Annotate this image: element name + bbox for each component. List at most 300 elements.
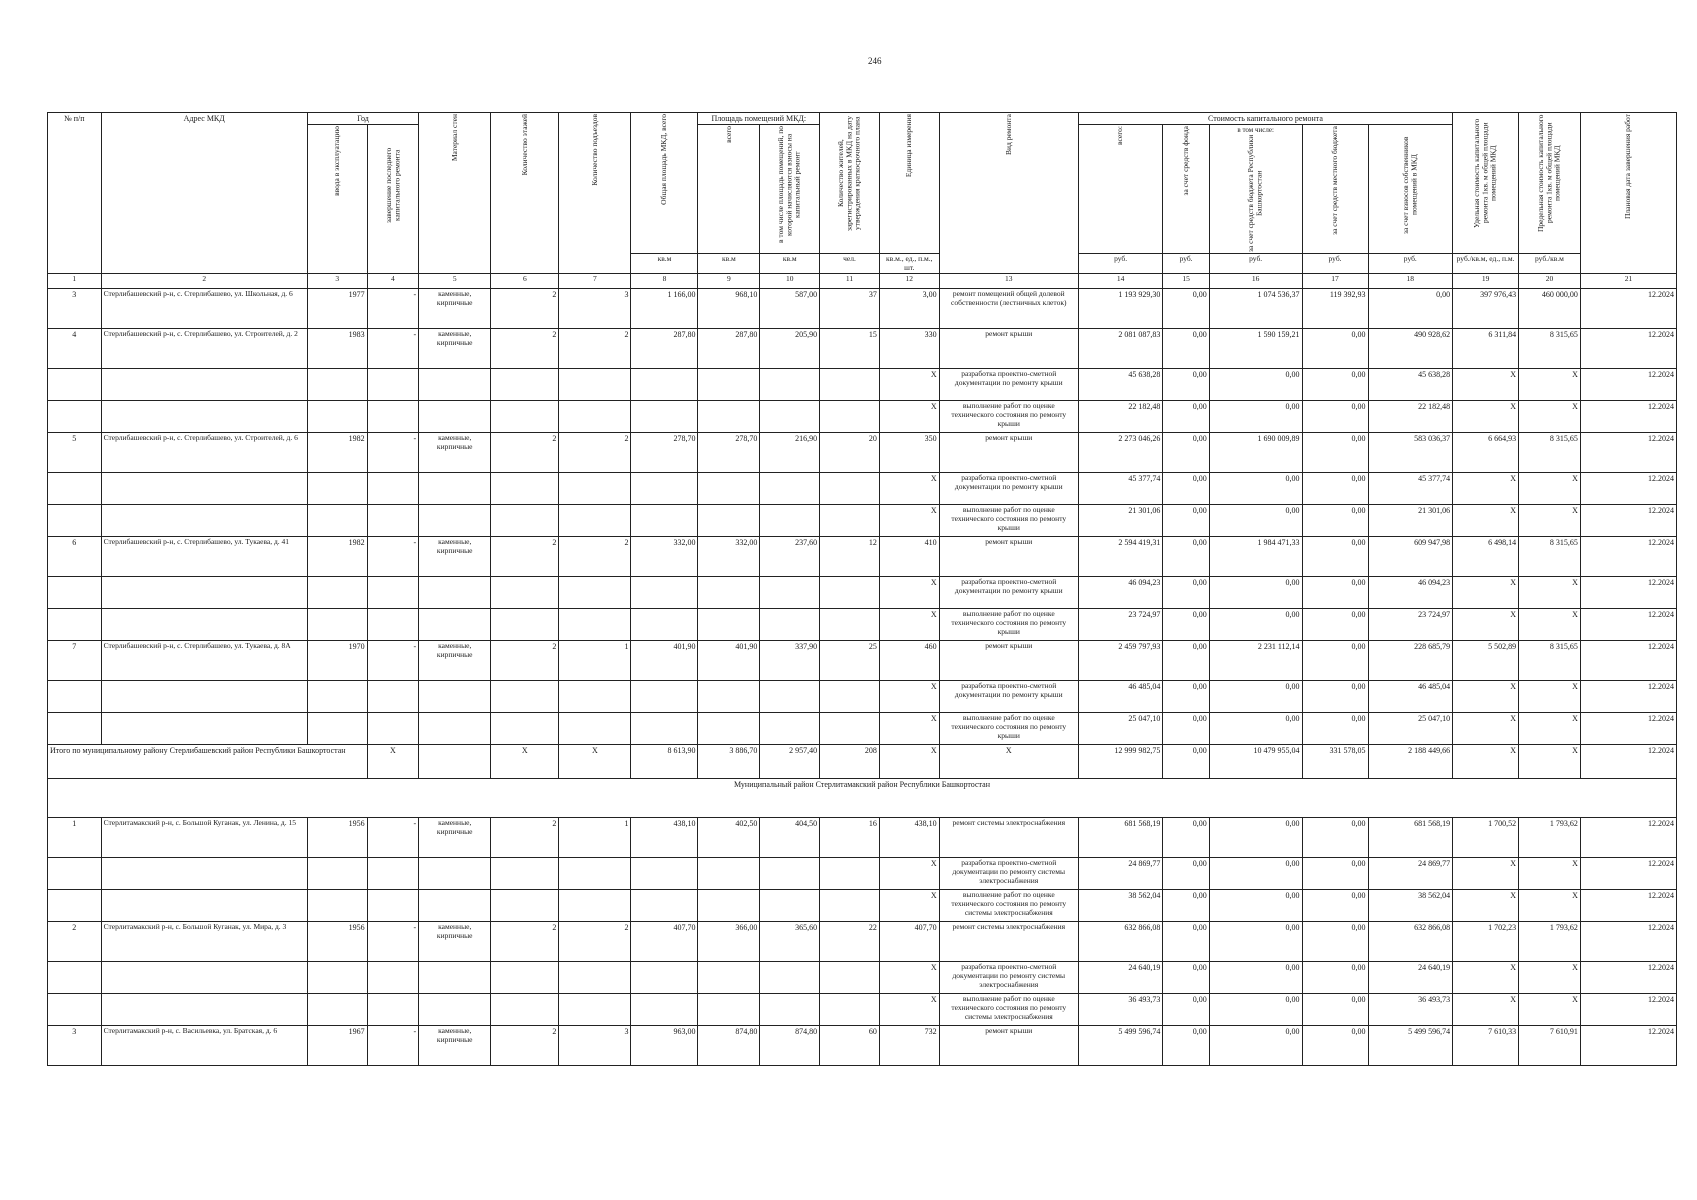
cell-num bbox=[48, 369, 102, 401]
cell-fund: 0,00 bbox=[1163, 609, 1209, 641]
cell-floors bbox=[491, 505, 559, 537]
cell-material bbox=[419, 369, 491, 401]
column-number: 9 bbox=[698, 274, 760, 289]
cell-entr: 2 bbox=[559, 537, 631, 577]
cell-material bbox=[419, 713, 491, 745]
cell-rep: 0,00 bbox=[1209, 473, 1302, 505]
cell-mc: 460 000,00 bbox=[1519, 289, 1581, 329]
cell-rep: 0,00 bbox=[1209, 609, 1302, 641]
cell-num bbox=[48, 994, 102, 1026]
column-number: 15 bbox=[1163, 274, 1209, 289]
cell-rep: 0,00 bbox=[1209, 962, 1302, 994]
cell-loc: 0,00 bbox=[1302, 369, 1368, 401]
cell-floors bbox=[491, 473, 559, 505]
unit-cell: чел. bbox=[820, 254, 880, 274]
header-cost-owners: за счет взносов собственников помещений в МКД bbox=[1368, 125, 1453, 254]
total-row bbox=[48, 745, 1677, 779]
cell-material: каменные, кирпичные bbox=[419, 641, 491, 681]
column-number: 19 bbox=[1453, 274, 1519, 289]
total-deadline: 12.2024 bbox=[1580, 745, 1676, 779]
cell-material: каменные, кирпичные bbox=[419, 289, 491, 329]
cell-rep: 0,00 bbox=[1209, 505, 1302, 537]
page-number: 246 bbox=[868, 56, 882, 66]
cell-date: 12.2024 bbox=[1580, 858, 1676, 890]
total-owners: 2 188 449,66 bbox=[1368, 745, 1453, 779]
cell-mc: X bbox=[1519, 369, 1581, 401]
cell-year: 1970 bbox=[307, 641, 367, 681]
cell-date: 12.2024 bbox=[1580, 922, 1676, 962]
cell-address bbox=[101, 962, 307, 994]
table-row bbox=[48, 858, 1677, 890]
cell-mc: 8 315,65 bbox=[1519, 641, 1581, 681]
unit-cell: кв.м., ед., п.м., шт. bbox=[879, 254, 939, 274]
cell-date: 12.2024 bbox=[1580, 962, 1676, 994]
cell-date: 12.2024 bbox=[1580, 713, 1676, 745]
cell-work: выполнение работ по оценке технического состояния по ремонту крыши bbox=[939, 713, 1078, 745]
total-fund: 0,00 bbox=[1163, 745, 1209, 779]
cell-fee bbox=[760, 609, 820, 641]
cell-res: 37 bbox=[820, 289, 880, 329]
cell-year: 1956 bbox=[307, 922, 367, 962]
cell-last bbox=[367, 369, 419, 401]
cell-material bbox=[419, 473, 491, 505]
cell-last: - bbox=[367, 641, 419, 681]
cell-prem bbox=[698, 713, 760, 745]
header-year-group: Год bbox=[307, 113, 418, 125]
cell-material: каменные, кирпичные bbox=[419, 922, 491, 962]
section-sterlibash bbox=[48, 289, 1677, 745]
cell-own: 22 182,48 bbox=[1368, 401, 1453, 433]
cell-work: разработка проектно-сметной документации по ремонту крыши bbox=[939, 577, 1078, 609]
cell-fund: 0,00 bbox=[1163, 401, 1209, 433]
cell-fee bbox=[760, 994, 820, 1026]
cell-fee bbox=[760, 858, 820, 890]
cell-fund: 0,00 bbox=[1163, 369, 1209, 401]
cell-rep: 2 231 112,14 bbox=[1209, 641, 1302, 681]
cell-year bbox=[307, 890, 367, 922]
cell-fee: 365,60 bbox=[760, 922, 820, 962]
cell-fund: 0,00 bbox=[1163, 818, 1209, 858]
column-number: 5 bbox=[419, 274, 491, 289]
cell-qty: X bbox=[879, 713, 939, 745]
cell-qty: 407,70 bbox=[879, 922, 939, 962]
cell-address: Стерлибашевский р-н, с. Стерлибашево, ул. Строителей, д. 2 bbox=[101, 329, 307, 369]
cell-material: каменные, кирпичные bbox=[419, 537, 491, 577]
cell-total: 632 866,08 bbox=[1078, 922, 1163, 962]
cell-year bbox=[307, 713, 367, 745]
cell-work: ремонт помещений общей долевой собственности (лестничных клеток) bbox=[939, 289, 1078, 329]
cell-num bbox=[48, 505, 102, 537]
cell-qty: X bbox=[879, 473, 939, 505]
cell-work: разработка проектно-сметной документации по ремонту крыши bbox=[939, 473, 1078, 505]
cell-res: 60 bbox=[820, 1026, 880, 1066]
cell-total: 24 869,77 bbox=[1078, 858, 1163, 890]
cell-mc: X bbox=[1519, 609, 1581, 641]
cell-floors bbox=[491, 858, 559, 890]
cell-date: 12.2024 bbox=[1580, 641, 1676, 681]
cell-fund: 0,00 bbox=[1163, 922, 1209, 962]
cell-date: 12.2024 bbox=[1580, 1026, 1676, 1066]
cell-last: - bbox=[367, 922, 419, 962]
cell-floors: 2 bbox=[491, 818, 559, 858]
cell-entr: 1 bbox=[559, 641, 631, 681]
header-row bbox=[48, 113, 1677, 125]
cell-loc: 0,00 bbox=[1302, 922, 1368, 962]
cell-qty: X bbox=[879, 962, 939, 994]
column-number: 11 bbox=[820, 274, 880, 289]
column-number: 2 bbox=[101, 274, 307, 289]
cell-res bbox=[820, 681, 880, 713]
cell-date: 12.2024 bbox=[1580, 505, 1676, 537]
cell-work: выполнение работ по оценке технического состояния по ремонту крыши bbox=[939, 505, 1078, 537]
cell-rep: 0,00 bbox=[1209, 681, 1302, 713]
cell-floors bbox=[491, 713, 559, 745]
cell-loc: 0,00 bbox=[1302, 433, 1368, 473]
cell-own: 25 047,10 bbox=[1368, 713, 1453, 745]
cell-own: 681 568,19 bbox=[1368, 818, 1453, 858]
cell-fee bbox=[760, 577, 820, 609]
header-num: № п/п bbox=[48, 113, 102, 274]
table-row bbox=[48, 818, 1677, 858]
header-year-last-repair: завершение последнего капитального ремонта bbox=[367, 125, 419, 274]
cell-date: 12.2024 bbox=[1580, 289, 1676, 329]
cell-address: Стерлибашевский р-н, с. Стерлибашево, ул. Тукаева, д. 8А bbox=[101, 641, 307, 681]
cell-res: 15 bbox=[820, 329, 880, 369]
cell-uc: 6 311,84 bbox=[1453, 329, 1519, 369]
cell-rep: 1 590 159,21 bbox=[1209, 329, 1302, 369]
cell-fee bbox=[760, 962, 820, 994]
total-qty: X bbox=[879, 745, 939, 779]
unit-cell: руб./кв.м, ед., п.м. bbox=[1453, 254, 1519, 274]
cell-loc: 0,00 bbox=[1302, 994, 1368, 1026]
cell-area bbox=[631, 681, 698, 713]
cell-last: - bbox=[367, 329, 419, 369]
cell-prem bbox=[698, 577, 760, 609]
cell-uc: 5 502,89 bbox=[1453, 641, 1519, 681]
cell-date: 12.2024 bbox=[1580, 329, 1676, 369]
cell-date: 12.2024 bbox=[1580, 577, 1676, 609]
cell-address bbox=[101, 858, 307, 890]
cell-entr bbox=[559, 713, 631, 745]
header-address: Адрес МКД bbox=[101, 113, 307, 274]
column-number: 7 bbox=[559, 274, 631, 289]
cell-fee bbox=[760, 505, 820, 537]
cell-rep: 0,00 bbox=[1209, 1026, 1302, 1066]
cell-total: 22 182,48 bbox=[1078, 401, 1163, 433]
cell-entr bbox=[559, 473, 631, 505]
cell-mc: 1 793,62 bbox=[1519, 818, 1581, 858]
cell-own: 38 562,04 bbox=[1368, 890, 1453, 922]
cell-fee: 587,00 bbox=[760, 289, 820, 329]
cell-mc: X bbox=[1519, 994, 1581, 1026]
cell-own: 609 947,98 bbox=[1368, 537, 1453, 577]
cell-num bbox=[48, 577, 102, 609]
column-number: 16 bbox=[1209, 274, 1302, 289]
cell-area bbox=[631, 609, 698, 641]
cell-prem bbox=[698, 369, 760, 401]
cell-total: 36 493,73 bbox=[1078, 994, 1163, 1026]
cell-rep: 0,00 bbox=[1209, 858, 1302, 890]
cell-address bbox=[101, 994, 307, 1026]
cell-address: Стерлитамакский р-н, с. Большой Куганак, ул. Ленина, д. 15 bbox=[101, 818, 307, 858]
unit-cell: руб. bbox=[1209, 254, 1302, 274]
cell-entr bbox=[559, 681, 631, 713]
cell-uc: X bbox=[1453, 369, 1519, 401]
cell-area bbox=[631, 401, 698, 433]
cell-prem bbox=[698, 401, 760, 433]
cell-uc: X bbox=[1453, 577, 1519, 609]
cell-loc: 0,00 bbox=[1302, 713, 1368, 745]
cell-floors: 2 bbox=[491, 433, 559, 473]
total-unit-cost: X bbox=[1453, 745, 1519, 779]
cell-mc: X bbox=[1519, 858, 1581, 890]
cell-rep: 0,00 bbox=[1209, 401, 1302, 433]
cell-qty: X bbox=[879, 858, 939, 890]
table-row bbox=[48, 369, 1677, 401]
cell-area: 407,70 bbox=[631, 922, 698, 962]
total-label: Итого по муниципальному району Стерлибашевский район Республики Башкортостан bbox=[48, 745, 368, 779]
table-row bbox=[48, 473, 1677, 505]
cell-prem bbox=[698, 858, 760, 890]
table-row bbox=[48, 433, 1677, 473]
cell-num: 4 bbox=[48, 329, 102, 369]
cell-address bbox=[101, 369, 307, 401]
cell-material bbox=[419, 505, 491, 537]
cell-address: Стерлибашевский р-н, с. Стерлибашево, ул. Тукаева, д. 41 bbox=[101, 537, 307, 577]
cell-loc: 0,00 bbox=[1302, 505, 1368, 537]
cell-res bbox=[820, 713, 880, 745]
header-cost-fund: за счет средств фонда bbox=[1163, 125, 1209, 254]
cell-fund: 0,00 bbox=[1163, 641, 1209, 681]
cell-rep: 0,00 bbox=[1209, 994, 1302, 1026]
cell-entr bbox=[559, 994, 631, 1026]
cell-mc: X bbox=[1519, 890, 1581, 922]
cell-year: 1982 bbox=[307, 537, 367, 577]
cell-area bbox=[631, 994, 698, 1026]
cell-loc: 0,00 bbox=[1302, 681, 1368, 713]
header-work-type: Вид ремонта bbox=[939, 113, 1078, 274]
cell-material bbox=[419, 890, 491, 922]
cell-loc: 0,00 bbox=[1302, 1026, 1368, 1066]
cell-fund: 0,00 bbox=[1163, 537, 1209, 577]
cell-own: 45 638,28 bbox=[1368, 369, 1453, 401]
cell-uc: X bbox=[1453, 890, 1519, 922]
cell-res bbox=[820, 994, 880, 1026]
cell-res: 16 bbox=[820, 818, 880, 858]
cell-num: 1 bbox=[48, 818, 102, 858]
header-floors: Количество этажей bbox=[491, 113, 559, 274]
cell-fund: 0,00 bbox=[1163, 713, 1209, 745]
cell-work: выполнение работ по оценке технического состояния по ремонту системы электроснабжения bbox=[939, 994, 1078, 1026]
cell-loc: 0,00 bbox=[1302, 858, 1368, 890]
cell-loc: 0,00 bbox=[1302, 537, 1368, 577]
cell-res bbox=[820, 609, 880, 641]
cell-qty: 732 bbox=[879, 1026, 939, 1066]
cell-address bbox=[101, 473, 307, 505]
cell-mc: 8 315,65 bbox=[1519, 329, 1581, 369]
cell-mc: 1 793,62 bbox=[1519, 922, 1581, 962]
cell-res: 12 bbox=[820, 537, 880, 577]
header-entrances: Количество подъездов bbox=[559, 113, 631, 274]
cell-last bbox=[367, 577, 419, 609]
cell-fee: 216,90 bbox=[760, 433, 820, 473]
cell-total: 45 638,28 bbox=[1078, 369, 1163, 401]
cell-mc: X bbox=[1519, 577, 1581, 609]
cell-address bbox=[101, 681, 307, 713]
cell-total: 2 273 046,26 bbox=[1078, 433, 1163, 473]
cell-fee bbox=[760, 401, 820, 433]
cell-prem bbox=[698, 890, 760, 922]
cell-address: Стерлибашевский р-н, с. Стерлибашево, ул. Строителей, д. 6 bbox=[101, 433, 307, 473]
cell-area: 278,70 bbox=[631, 433, 698, 473]
cell-prem: 968,10 bbox=[698, 289, 760, 329]
cell-date: 12.2024 bbox=[1580, 473, 1676, 505]
total-area: 8 613,90 bbox=[631, 745, 698, 779]
cell-uc: X bbox=[1453, 505, 1519, 537]
cell-own: 21 301,06 bbox=[1368, 505, 1453, 537]
total-republic: 10 479 955,04 bbox=[1209, 745, 1302, 779]
header-unit-cost: Удельная стоимость капитального ремонта 1кв. м общей площади помещений МКД bbox=[1453, 113, 1519, 254]
unit-cell: кв.м bbox=[698, 254, 760, 274]
cell-own: 0,00 bbox=[1368, 289, 1453, 329]
cell-total: 45 377,74 bbox=[1078, 473, 1163, 505]
total-fee-area: 2 957,40 bbox=[760, 745, 820, 779]
cell-last: - bbox=[367, 1026, 419, 1066]
cell-year bbox=[307, 681, 367, 713]
cell-last: - bbox=[367, 818, 419, 858]
cell-fund: 0,00 bbox=[1163, 890, 1209, 922]
cell-own: 5 499 596,74 bbox=[1368, 1026, 1453, 1066]
total-section bbox=[48, 745, 1677, 818]
column-number: 10 bbox=[760, 274, 820, 289]
cell-floors bbox=[491, 681, 559, 713]
cell-area bbox=[631, 577, 698, 609]
header-max-cost: Предельная стоимость капитального ремонта 1кв. м общей площади помещений МКД bbox=[1519, 113, 1581, 254]
cell-total: 24 640,19 bbox=[1078, 962, 1163, 994]
cell-fund: 0,00 bbox=[1163, 962, 1209, 994]
cell-total: 2 459 797,93 bbox=[1078, 641, 1163, 681]
cell-year bbox=[307, 473, 367, 505]
table-row bbox=[48, 681, 1677, 713]
cell-work: разработка проектно-сметной документации по ремонту крыши bbox=[939, 369, 1078, 401]
cell-fund: 0,00 bbox=[1163, 329, 1209, 369]
cell-total: 46 485,04 bbox=[1078, 681, 1163, 713]
cell-rep: 0,00 bbox=[1209, 890, 1302, 922]
cell-floors bbox=[491, 994, 559, 1026]
cell-material bbox=[419, 681, 491, 713]
total-cost: 12 999 982,75 bbox=[1078, 745, 1163, 779]
cell-prem bbox=[698, 681, 760, 713]
cell-prem: 278,70 bbox=[698, 433, 760, 473]
cell-year bbox=[307, 505, 367, 537]
cell-total: 1 193 929,30 bbox=[1078, 289, 1163, 329]
cell-num bbox=[48, 858, 102, 890]
cell-qty: 460 bbox=[879, 641, 939, 681]
cell-floors: 2 bbox=[491, 289, 559, 329]
table-row bbox=[48, 890, 1677, 922]
cell-uc: X bbox=[1453, 473, 1519, 505]
cell-year bbox=[307, 858, 367, 890]
cell-qty: X bbox=[879, 401, 939, 433]
cell-mc: X bbox=[1519, 505, 1581, 537]
cell-mc: X bbox=[1519, 962, 1581, 994]
cell-own: 36 493,73 bbox=[1368, 994, 1453, 1026]
column-number: 4 bbox=[367, 274, 419, 289]
cell-address: Стерлитамакский р-н, с. Васильевка, ул. Братская, д. 6 bbox=[101, 1026, 307, 1066]
cell-area: 332,00 bbox=[631, 537, 698, 577]
cell-res bbox=[820, 401, 880, 433]
cell-year: 1982 bbox=[307, 433, 367, 473]
cell-floors bbox=[491, 890, 559, 922]
cell-fee: 205,90 bbox=[760, 329, 820, 369]
cell-qty: X bbox=[879, 994, 939, 1026]
cell-total: 25 047,10 bbox=[1078, 713, 1163, 745]
cell-num: 5 bbox=[48, 433, 102, 473]
cell-uc: 7 610,33 bbox=[1453, 1026, 1519, 1066]
header-total-area: Общая площадь МКД, всего bbox=[631, 113, 698, 254]
cell-prem bbox=[698, 473, 760, 505]
cell-mc: 8 315,65 bbox=[1519, 537, 1581, 577]
cell-prem: 366,00 bbox=[698, 922, 760, 962]
cell-own: 23 724,97 bbox=[1368, 609, 1453, 641]
cell-mc: 8 315,65 bbox=[1519, 433, 1581, 473]
cell-entr bbox=[559, 609, 631, 641]
cell-address bbox=[101, 713, 307, 745]
cell-area bbox=[631, 962, 698, 994]
cell-qty: X bbox=[879, 890, 939, 922]
cell-floors: 2 bbox=[491, 537, 559, 577]
header-premises-group: Площадь помещений МКД: bbox=[698, 113, 820, 125]
cell-work: ремонт системы электроснабжения bbox=[939, 818, 1078, 858]
cell-work: ремонт крыши bbox=[939, 433, 1078, 473]
cell-material bbox=[419, 858, 491, 890]
cell-address bbox=[101, 890, 307, 922]
table-row bbox=[48, 537, 1677, 577]
cell-entr bbox=[559, 401, 631, 433]
cell-work: разработка проектно-сметной документации по ремонту крыши bbox=[939, 681, 1078, 713]
unit-cell: руб./кв.м bbox=[1519, 254, 1581, 274]
cell-num bbox=[48, 473, 102, 505]
cell-date: 12.2024 bbox=[1580, 537, 1676, 577]
total-entrances: X bbox=[559, 745, 631, 779]
cell-total: 46 094,23 bbox=[1078, 577, 1163, 609]
cell-year bbox=[307, 369, 367, 401]
cell-loc: 0,00 bbox=[1302, 329, 1368, 369]
unit-cell: руб. bbox=[1302, 254, 1368, 274]
cell-floors: 2 bbox=[491, 329, 559, 369]
cell-floors: 2 bbox=[491, 641, 559, 681]
cell-area bbox=[631, 713, 698, 745]
header-cost-total: всего: bbox=[1078, 125, 1163, 254]
header-deadline: Плановая дата завершения работ bbox=[1580, 113, 1676, 274]
cell-uc: X bbox=[1453, 962, 1519, 994]
cell-area: 287,80 bbox=[631, 329, 698, 369]
cell-uc: 6 498,14 bbox=[1453, 537, 1519, 577]
cell-work: ремонт системы электроснабжения bbox=[939, 922, 1078, 962]
cell-address bbox=[101, 401, 307, 433]
cell-fee bbox=[760, 681, 820, 713]
cell-floors: 2 bbox=[491, 922, 559, 962]
cell-uc: 6 664,93 bbox=[1453, 433, 1519, 473]
cell-date: 12.2024 bbox=[1580, 609, 1676, 641]
cell-res bbox=[820, 473, 880, 505]
cell-qty: 438,10 bbox=[879, 818, 939, 858]
cell-prem: 874,80 bbox=[698, 1026, 760, 1066]
cell-floors bbox=[491, 577, 559, 609]
cell-date: 12.2024 bbox=[1580, 433, 1676, 473]
cell-last bbox=[367, 994, 419, 1026]
cell-fund: 0,00 bbox=[1163, 681, 1209, 713]
